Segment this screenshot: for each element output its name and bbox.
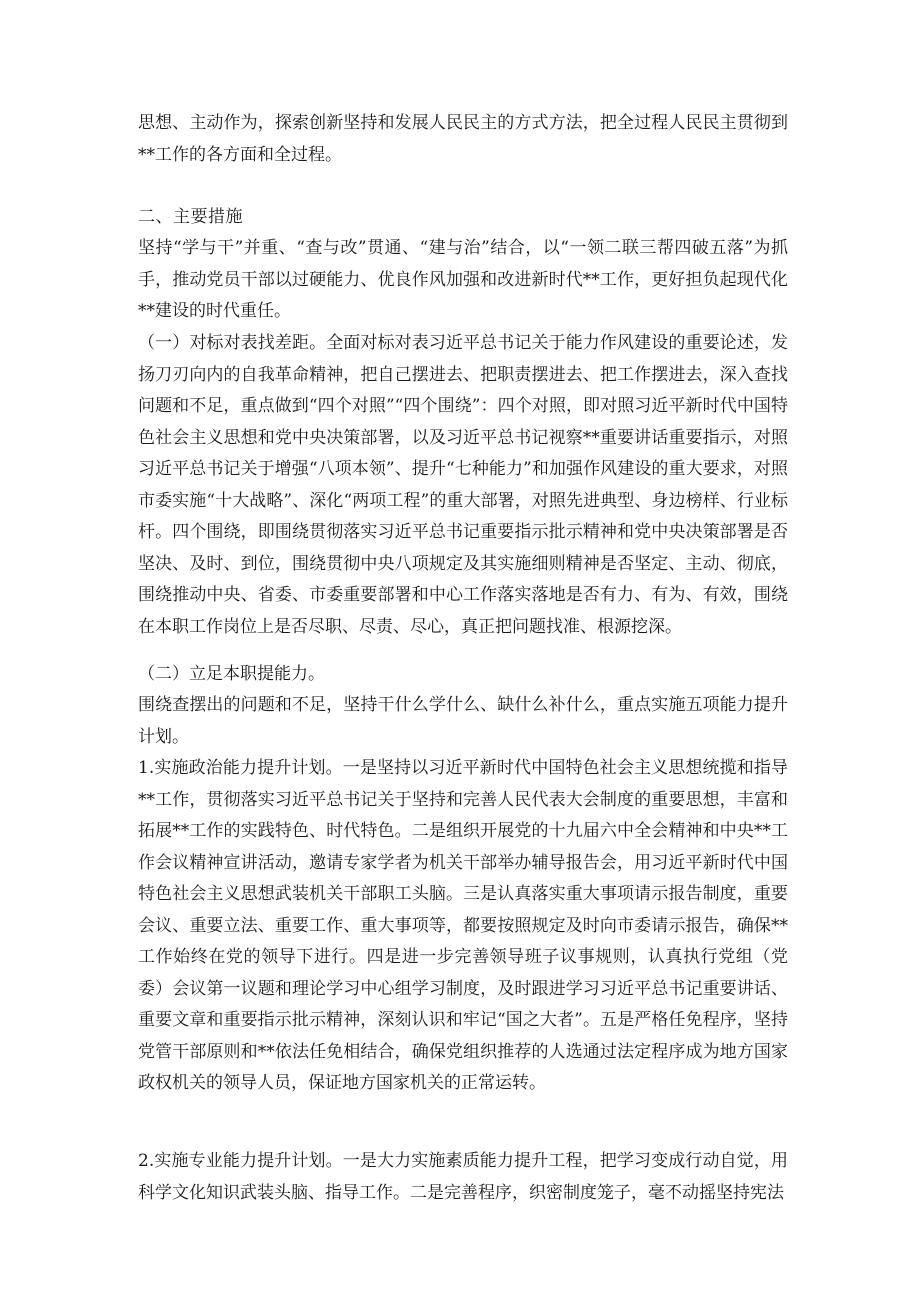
paragraph-intro-continuation: 思想、主动作为，探索创新坚持和发展人民民主的方式方法，把全过程人民民主贯彻到**工作的各方面和全过程。: [138, 113, 788, 165]
paragraph-find-gaps: （一）对标对表找差距。全面对标对表习近平总书记关于能力作风建设的重要论述，发扬刀刃向内的自我革命精神，把自己摆进去、把职责摆进去、把工作摆进去，深入查找问题和不足，重点做到“四个对照”“四个围绕”：四个对照，即对照习近平新时代中国特色社会主义思想和党中央决策部署，以及习近平总书记视察**重要讲话重要指示，对照习近平总书记关于增强“八项本领”、提升“七种能力”和加强作风建设的重大要求，对照市委实施“十大战略”、深化“两项工程”的重大部署，对照先进典型、身边榜样、行业标杆。四个围绕，即围绕贯彻落实习近平总书记重要指示批示精神和党中央决策部署是否坚决、及时、到位，围绕贯彻中央八项规定及其实施细则精神是否坚定、主动、彻底，围绕推动中央、省委、市委重要部署和中心工作落实落地是否有力、有为、有效，围绕在本职工作岗位上是否尽职、尽责、尽心，真正把问题找准、根源挖深。: [138, 333, 788, 637]
paragraph-five-plans: 围绕查摆出的问题和不足，坚持干什么学什么、缺什么补什么，重点实施五项能力提升计划。: [138, 695, 788, 747]
paragraph-professional-ability-plan: 2.实施专业能力提升计划。一是大力实施素质能力提升工程，把学习变成行动自觉，用科学文化知识武装头脑、指导工作。二是完善程序，织密制度笼子，毫不动摇坚持宪法: [138, 1151, 788, 1203]
paragraph-measures-overview: 坚持“学与干”并重、“查与改”贯通、“建与治”结合，以“一领二联三帮四破五落”为抓手，推动党员干部以过硬能力、优良作风加强和改进新时代**工作，更好担负起现代化**建设的时代重任。: [138, 238, 788, 321]
paragraph-political-ability-plan: 1.实施政治能力提升计划。一是坚持以习近平新时代中国特色社会主义思想统揽和指导**工作，贯彻落实习近平总书记关于坚持和完善人民代表大会制度的重要思想，丰富和拓展**工作的实践特色、时代特色。二是组织开展党的十九届六中全会精神和中央**工作会议精神宣讲活动，邀请专家学者为机关干部举办辅导报告会，用习近平新时代中国特色社会主义思想武装机关干部职工头脑。三是认真落实重大事项请示报告制度，重要会议、重要立法、重要工作、重大事项等，都要按照规定及时向市委请示报告，确保**工作始终在党的领导下进行。四是进一步完善领导班子议事规则，认真执行党组（党委）会议第一议题和理论学习中心组学习制度，及时跟进学习习近平总书记重要讲话、重要文章和重要指示批示精神，深刻认识和牢记“国之大者”。五是严格任免程序，坚持党管干部原则和**依法任免相结合，确保党组织推荐的人选通过法定程序成为地方国家政权机关的领导人员，保证地方国家机关的正常运转。: [138, 758, 788, 1093]
section-heading-main-measures: 二、主要措施: [138, 207, 243, 227]
subheading-improve-ability: （二）立足本职提能力。: [138, 664, 325, 684]
